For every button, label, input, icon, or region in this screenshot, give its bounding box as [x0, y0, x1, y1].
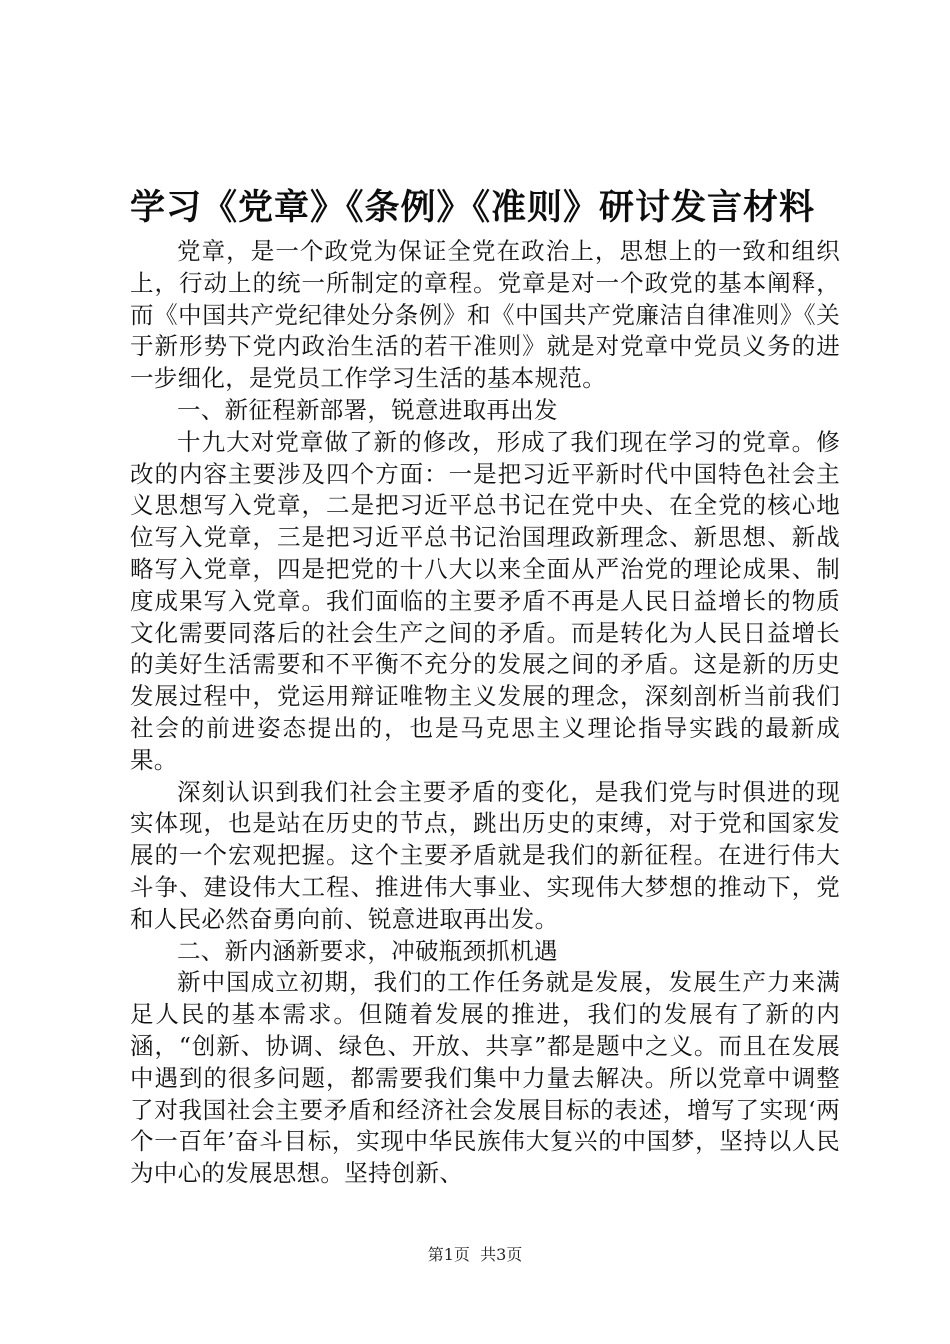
paragraph-intro: 党章，是一个政党为保证全党在政治上，思想上的一致和组织上，行动上的统一所制定的章程。党章是对一个政党的基本阐释，而《中国共产党纪律处分条例》和《中国共产党廉洁自律准则》《关于新形势下党内政治生活的若干准则》就是对党章中党员义务的进一步细化，是党员工作学习生活的基本规范。 [130, 237, 840, 393]
document-title: 学习《党章》《条例》《准则》研讨发言材料 [130, 188, 816, 228]
paragraph-section-1-cont: 深刻认识到我们社会主要矛盾的变化，是我们党与时俱进的现实体现，也是站在历史的节点，跳出历史的束缚，对于党和国家发展的一个宏观把握。这个主要矛盾就是我们的新征程。在进行伟大斗争、建设伟大工程、推进伟大事业、实现伟大梦想的推动下，党和人民必然奋勇向前、锐意进取再出发。 [130, 777, 840, 933]
document-body [130, 236, 840, 1190]
page-number-footer: 第1页 共3页 [427, 1245, 523, 1264]
paragraph-section-1: 十九大对党章做了新的修改，形成了我们现在学习的党章。修改的内容主要涉及四个方面：一是把习近平新时代中国特色社会主义思想写入党章，二是把习近平总书记在党中央、在全党的核心地位写入党章，三是把习近平总书记治国理政新理念、新思想、新战略写入党章，四是把党的十八大以来全面从严治党的理论成果、制度成果写入党章。我们面临的主要矛盾不再是人民日益增长的物质文化需要同落后的社会生产之间的矛盾。而是转化为人民日益增长的美好生活需要和不平衡不充分的发展之间的矛盾。这是新的历史发展过程中，党运用辩证唯物主义发展的理念，深刻剖析当前我们社会的前进姿态提出的，也是马克思主义理论指导实践的最新成果。 [130, 427, 840, 774]
section-heading-2: 二、新内涵新要求，冲破瓶颈抓机遇 [177, 936, 558, 965]
paragraph-section-2: 新中国成立初期，我们的工作任务就是发展，发展生产力来满足人民的基本需求。但随着发展的推进，我们的发展有了新的内涵，“创新、协调、绿色、开放、共享”都是题中之义。而且在发展中遇到的很多问题，都需要我们集中力量去解决。所以党章中调整了对我国社会主要矛盾和经济社会发展目标的表述，增写了实现‘两个一百年’奋斗目标，实现中华民族伟大复兴的中国梦，坚持以人民为中心的发展思想。坚持创新、 [130, 968, 840, 1188]
section-heading-1: 一、新征程新部署，锐意进取再出发 [177, 395, 558, 424]
